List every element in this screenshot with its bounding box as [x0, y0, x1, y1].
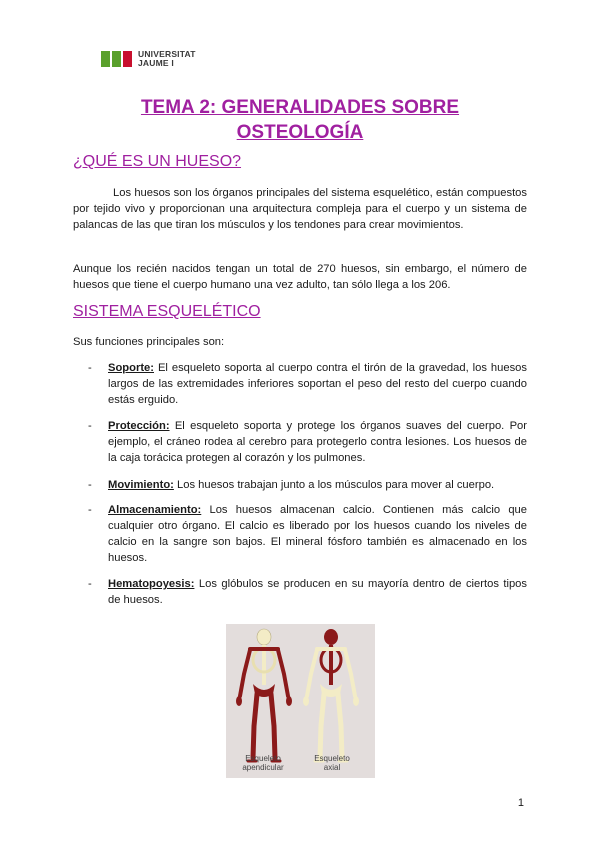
term-almacenamiento: Almacenamiento:	[108, 504, 202, 516]
desc-movimiento: Los huesos trabajan junto a los músculos para mover al cuerpo.	[173, 479, 495, 491]
desc-hematopoyesis: Los glóbulos se producen en su mayoría dentro de ciertos tipos de huesos.	[108, 578, 527, 606]
list-bullet: -	[88, 362, 92, 374]
list-bullet: -	[88, 578, 92, 590]
functions-intro: Sus funciones principales son:	[73, 336, 225, 348]
appendicular-skeleton-icon	[236, 629, 292, 761]
term-proteccion: Protección:	[108, 420, 170, 432]
uji-logo-mark	[101, 51, 132, 67]
list-bullet: -	[88, 479, 92, 491]
list-bullet: -	[88, 504, 92, 516]
caption-left-line1: Esqueleto	[245, 754, 281, 763]
caption-right-line1: Esqueleto	[314, 754, 350, 763]
logo-text	[138, 50, 196, 68]
section-heading-sistema-esqueletico: SISTEMA ESQUELÉTICO	[73, 303, 261, 320]
term-hematopoyesis: Hematopoyesis:	[108, 578, 195, 590]
skeleton-figure	[226, 624, 375, 778]
desc-proteccion: El esqueleto soporta y protege los órganos suaves del cuerpo. Por ejemplo, el cráneo rodea al cerebro para protegerlo contra lesiones. Los huesos de la caja torácica protegen al corazón y los pulmones.	[108, 420, 527, 464]
title-line2: OSTEOLOGÍA	[236, 122, 364, 143]
page-number: 1	[517, 797, 524, 809]
list-item-soporte	[90, 360, 527, 408]
section-heading-que-es-un-hueso: ¿QUÉ ES UN HUESO?	[73, 153, 242, 170]
list-item-proteccion	[90, 418, 527, 466]
term-soporte: Soporte:	[108, 362, 154, 374]
caption-right-line2: axial	[323, 763, 341, 772]
axial-skeleton-icon	[303, 629, 359, 761]
caption-left-line2: apendicular	[242, 763, 284, 772]
paragraph-bone-count: Aunque los recién nacidos tengan un total de 270 huesos, sin embargo, el número de huesos que tiene el cuerpo humano una vez adulto, tan sólo llega a los 206.	[73, 263, 527, 291]
logo-line1: UNIVERSITAT	[138, 49, 196, 59]
desc-almacenamiento: Los huesos almacenan calcio. Contienen más calcio que cualquier otro órgano. El calcio es liberado por los huesos cuando los niveles de calcio en la sangre son bajos. El mineral fósforo también es almacenado en los huesos.	[108, 504, 527, 564]
university-logo	[101, 50, 196, 68]
document-title	[70, 95, 530, 145]
paragraph-definition: Los huesos son los órganos principales del sistema esquelético, están compuestos por tejido vivo y proporcionan una arquitectura compleja para el cuerpo y un sistema de palancas de las que tiran los músculos y los tendones para crear movimientos.	[73, 187, 527, 231]
title-line1: TEMA 2: GENERALIDADES SOBRE	[140, 97, 460, 118]
list-item-hematopoyesis	[90, 576, 527, 608]
list-item-almacenamiento	[90, 502, 527, 566]
list-bullet: -	[88, 420, 92, 432]
desc-soporte: El esqueleto soporta al cuerpo contra el tirón de la gravedad, los huesos largos de las extremidades inferiores soportan el peso del resto del cuerpo cuando estás erguido.	[108, 362, 527, 406]
caption-apendicular	[230, 754, 296, 772]
term-movimiento: Movimiento:	[108, 479, 174, 491]
list-item-movimiento	[90, 477, 527, 493]
caption-axial	[303, 754, 361, 772]
logo-line2: JAUME I	[138, 58, 174, 68]
